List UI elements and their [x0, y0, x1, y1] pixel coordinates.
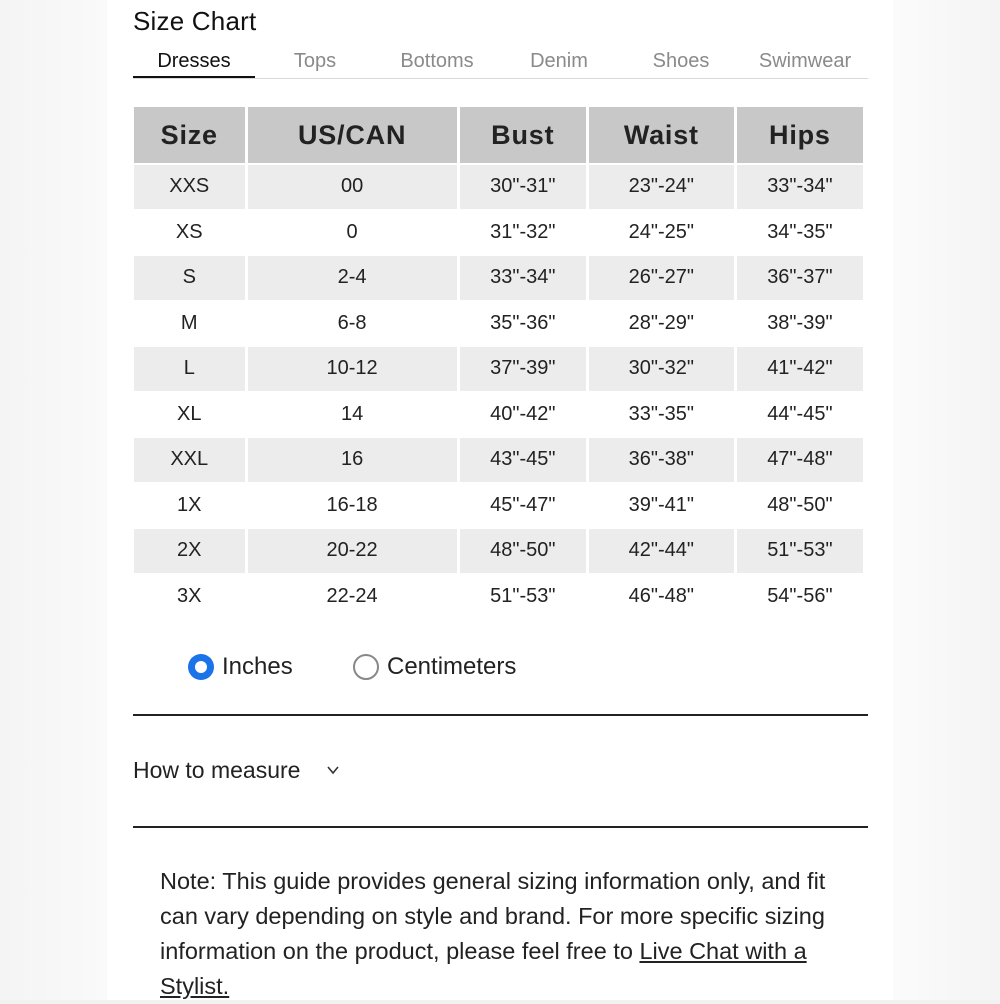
header-bust: Bust — [460, 107, 586, 163]
table-row — [134, 165, 863, 209]
cell-waist: 36"-38" — [589, 438, 734, 482]
cell-waist: 26"-27" — [589, 256, 734, 300]
tab-bottoms[interactable]: Bottoms — [400, 50, 474, 72]
page-margin-right — [893, 0, 1000, 1000]
cell-waist: 33"-35" — [589, 393, 734, 437]
cell-hips: 47"-48" — [737, 438, 863, 482]
cell-size: XXS — [134, 165, 245, 209]
cell-us-can: 0 — [248, 211, 457, 255]
header-hips: Hips — [737, 107, 863, 163]
tab-swimwear[interactable]: Swimwear — [758, 50, 852, 72]
cell-bust: 45"-47" — [460, 484, 586, 528]
inches-option[interactable] — [188, 650, 293, 684]
cell-size: S — [134, 256, 245, 300]
centimeters-radio[interactable] — [353, 654, 379, 680]
cell-waist: 23"-24" — [589, 165, 734, 209]
tab-dresses[interactable]: Dresses — [133, 46, 255, 78]
table-row — [134, 256, 863, 300]
header-size: Size — [134, 107, 245, 163]
cell-bust: 48"-50" — [460, 529, 586, 573]
table-row — [134, 347, 863, 391]
tab-tops[interactable]: Tops — [293, 50, 337, 72]
cell-size: XS — [134, 211, 245, 255]
how-to-measure-label: How to measure — [133, 756, 301, 783]
divider-top — [133, 714, 868, 716]
sizing-note — [160, 864, 860, 1004]
cell-us-can: 20-22 — [248, 529, 457, 573]
inches-radio[interactable] — [188, 654, 214, 680]
tab-shoes[interactable]: Shoes — [652, 50, 710, 72]
cell-waist: 24"-25" — [589, 211, 734, 255]
cell-size: M — [134, 302, 245, 346]
cell-bust: 31"-32" — [460, 211, 586, 255]
cell-hips: 38"-39" — [737, 302, 863, 346]
cell-us-can: 6-8 — [248, 302, 457, 346]
cell-bust: 35"-36" — [460, 302, 586, 346]
cell-bust: 43"-45" — [460, 438, 586, 482]
cell-hips: 48"-50" — [737, 484, 863, 528]
centimeters-label: Centimeters — [387, 653, 517, 680]
cell-hips: 51"-53" — [737, 529, 863, 573]
cell-waist: 42"-44" — [589, 529, 734, 573]
header-waist: Waist — [589, 107, 734, 163]
table-row — [134, 529, 863, 573]
cell-us-can: 14 — [248, 393, 457, 437]
cell-us-can: 10-12 — [248, 347, 457, 391]
chevron-down-icon — [326, 763, 340, 777]
cell-waist: 46"-48" — [589, 575, 734, 619]
cell-us-can: 2-4 — [248, 256, 457, 300]
page-margin-left — [0, 0, 107, 1000]
table-row — [134, 393, 863, 437]
divider-bottom — [133, 826, 868, 828]
how-to-measure-toggle[interactable] — [133, 752, 340, 788]
tab-denim[interactable]: Denim — [530, 50, 588, 72]
cell-size: 2X — [134, 529, 245, 573]
cell-bust: 33"-34" — [460, 256, 586, 300]
cell-size: 1X — [134, 484, 245, 528]
cell-hips: 36"-37" — [737, 256, 863, 300]
live-chat-link[interactable]: Live Chat with a Stylist. — [160, 938, 807, 999]
note-prefix: Note: — [160, 868, 217, 894]
table-row — [134, 575, 863, 619]
cell-size: 3X — [134, 575, 245, 619]
cell-hips: 33"-34" — [737, 165, 863, 209]
category-tabs — [133, 46, 868, 79]
inches-label: Inches — [222, 653, 293, 680]
table-header-row — [134, 107, 863, 163]
cell-us-can: 16 — [248, 438, 457, 482]
cell-us-can: 22-24 — [248, 575, 457, 619]
unit-selector — [0, 650, 1000, 684]
table-row — [134, 302, 863, 346]
cell-hips: 41"-42" — [737, 347, 863, 391]
cell-waist: 39"-41" — [589, 484, 734, 528]
cell-size: L — [134, 347, 245, 391]
cell-size: XXL — [134, 438, 245, 482]
header-us-can: US/CAN — [248, 107, 457, 163]
cell-us-can: 16-18 — [248, 484, 457, 528]
cell-hips: 34"-35" — [737, 211, 863, 255]
cell-bust: 51"-53" — [460, 575, 586, 619]
table-row — [134, 484, 863, 528]
cell-size: XL — [134, 393, 245, 437]
cell-hips: 54"-56" — [737, 575, 863, 619]
cell-hips: 44"-45" — [737, 393, 863, 437]
cell-bust: 40"-42" — [460, 393, 586, 437]
cell-waist: 28"-29" — [589, 302, 734, 346]
cell-bust: 37"-39" — [460, 347, 586, 391]
cell-waist: 30"-32" — [589, 347, 734, 391]
table-row — [134, 438, 863, 482]
cell-us-can: 00 — [248, 165, 457, 209]
cell-bust: 30"-31" — [460, 165, 586, 209]
note-text: This guide provides general sizing information only, and fit can vary depending on style and brand. For more specific sizing information on the product, please feel free to — [160, 868, 826, 964]
page-title: Size Chart — [133, 6, 257, 36]
size-table — [131, 105, 866, 620]
table-row — [134, 211, 863, 255]
centimeters-option[interactable] — [353, 650, 516, 684]
